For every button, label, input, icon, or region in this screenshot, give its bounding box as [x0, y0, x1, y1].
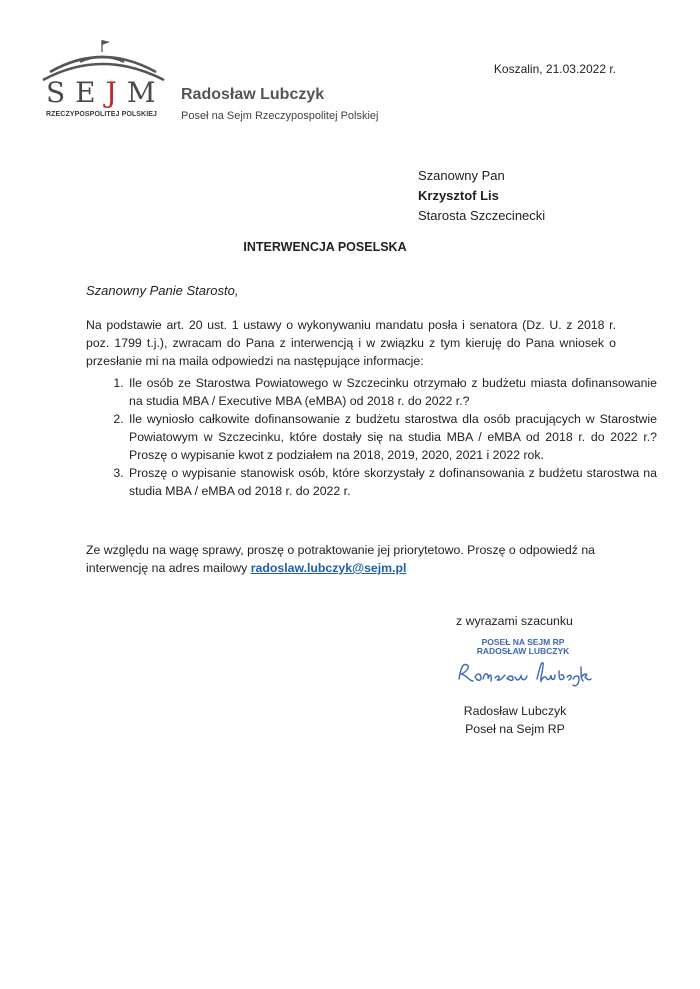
list-item: 2. Ile wyniosło całkowite dofinansowanie z budżetu starostwa dla osób pracujących w Starostwie Powiatowym w Szczecinku, które dostały się na studia MBA / eMBA od 2018 r. do 2022 r.? Proszę o wypisanie kwot z podziałem na 2018, 2019, 2020, 2021 i 2022 rok. [127, 410, 657, 464]
recipient-name: Krzysztof Lis [418, 188, 499, 203]
list-item: 1. Ile osób ze Starostwa Powiatowego w Szczecinku otrzymało z budżetu miasta dofinansowanie na studia MBA / Executive MBA (eMBA) od 2018 r. do 2022 r.? [127, 374, 657, 410]
stamp-line-2: RADOSŁAW LUBCZYK [476, 646, 570, 656]
email-link[interactable]: radoslaw.lubczyk@sejm.pl [250, 561, 407, 575]
salutation: Szanowny Panie Starosto, [86, 283, 239, 298]
handwritten-signature [455, 657, 595, 687]
sender-role: Poseł na Sejm Rzeczypospolitej Polskiej [181, 110, 379, 122]
closing-paragraph [86, 541, 616, 577]
signer-name: Radosław Lubczyk [463, 704, 567, 718]
recipient-block [418, 166, 545, 226]
signer-block [460, 702, 570, 738]
regards: z wyrazami szacunku [456, 614, 573, 628]
stamp-line-1: POSEŁ NA SEJM RP [481, 637, 565, 647]
recipient-title: Starosta Szczecinecki [418, 208, 546, 223]
sejm-logo [40, 38, 170, 128]
signer-title: Poseł na Sejm RP [465, 722, 565, 736]
place-date: Koszalin, 21.03.2022 r. [493, 62, 616, 76]
letter-subject [0, 240, 700, 254]
official-stamp [463, 638, 583, 656]
recipient-greeting: Szanowny Pan [418, 168, 505, 183]
closing-text: Ze względu na wagę sprawy, proszę o potraktowanie jej priorytetowo. Proszę o odpowiedź na interwencję na adres mailowy [86, 543, 595, 575]
intro-paragraph: Na podstawie art. 20 ust. 1 ustawy o wykonywaniu mandatu posła i senatora (Dz. U. z 2018 r. poz. 1799 t.j.), zwracam do Pana z interwencją i w związku z tym kieruję do Pana wniosek o przesłanie mi na maila odpowiedzi na następujące informacje: [86, 318, 616, 368]
sejm-wordmark: SEJM [46, 76, 166, 109]
request-list [86, 374, 657, 500]
list-item: 3. Proszę o wypisanie stanowisk osób, które skorzystały z dofinansowania z budżetu starostwa na studia MBA / eMBA od 2018 r. do 2022 r. [127, 464, 657, 500]
subject-text: INTERWENCJA POSELSKA [243, 240, 407, 254]
sender-name: Radosław Lubczyk [181, 86, 325, 103]
logo-subtitle: RZECZYPOSPOLITEJ POLSKIEJ [46, 111, 158, 118]
